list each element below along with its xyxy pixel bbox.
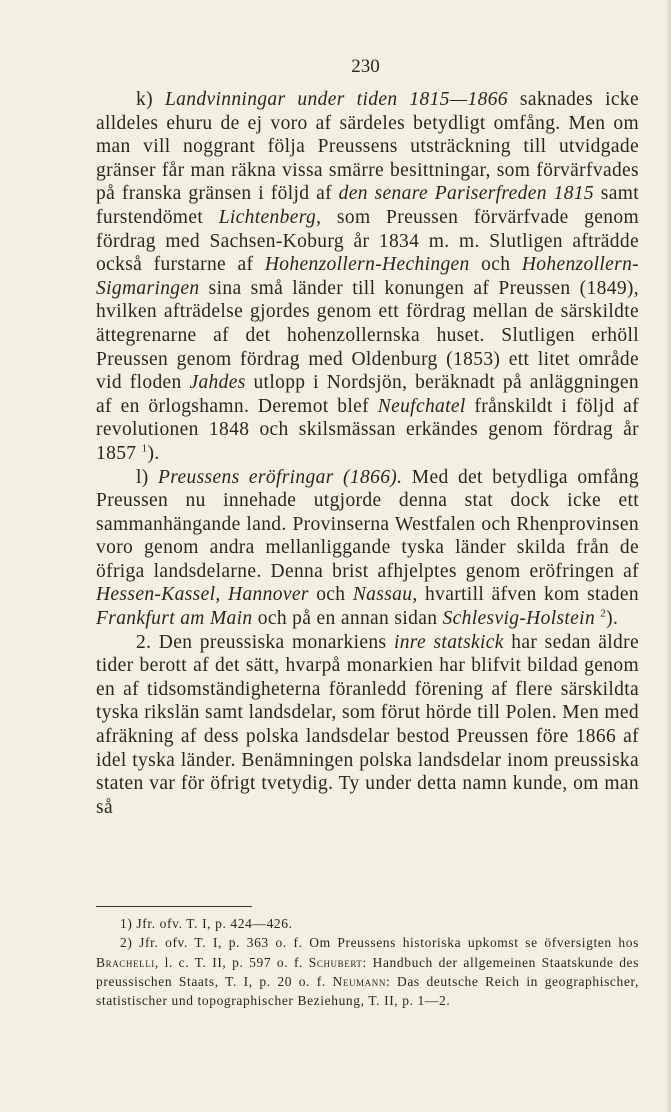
footnote-divider xyxy=(96,906,252,907)
footnotes xyxy=(96,914,639,1010)
footnote-ref-1: 1 xyxy=(141,442,148,455)
paragraph-k: k) Landvinningar under tiden 1815—1866 saknades icke alldeles ehuru de ej voro af särdeles betydligt omfång. Men om man vill noggrant följa Preussens utsträckning till utvidgade gränser får man räkna vissa smärre besittningar, som förvärfvades på franska gränsen i följd af den senare Pariserfreden 1815 samt furstendömet Lichtenberg, som Preussen förvärfvade genom fördrag med Sachsen-Koburg år 1834 m. m. Slutligen afträdde också furstarne af Hohenzollern-Hechingen och Hohenzollern-Sigmaringen sina små länder till konungen af Preussen (1849), hvilken afträdelse gjordes genom ett fördrag mellan de särskildte ättegrenarne af det hohenzollernska huset. Slutligen erhöll Preussen genom fördrag med Oldenburg (1853) ett litet område vid floden Jahdes utlopp i Nordsjön, beräknadt på anläggningen af en örlogshamn. Deremot blef Neufchatel frånskildt i följd af revolutionen 1848 och skilsmässan erkändes genom fördrag år 1857 $^1$). xyxy=(96,89,640,464)
footnote-1: 1) Jfr. ofv. T. I, p. 424—426. xyxy=(120,916,293,931)
footnote-2: 2) Jfr. ofv. T. I, p. 363 o. f. Om Preussens historiska upkomst se öfversigten hos Brachelli, l. c. T. II, p. 597 o. f. Schubert: Handbuch der allgemeinen Staatskunde des preussischen Staats, T. I, p. 20 o. f. Neumann: Das deutsche Reich in geographischer, statistischer und topographischer Beziehung, T. II, p. 1—2. xyxy=(96,935,640,1009)
footnote-ref-2: 2 xyxy=(600,607,607,620)
page-number: 230 xyxy=(351,56,380,77)
paragraph-l: l) Preussens eröfringar (1866). Med det betydliga omfång Preussen nu innehade utgjorde denna stat dock icke ett sammanhängande land. Provinserna Westfalen och Rhenprovinsen voro genom andra mellanliggande tyska länder skilda från de öfriga landsdelarne. Denna brist afhjelptes genom eröfringen af Hessen-Kassel, Hannover och Nassau, hvartill äfven kom staden Frankfurt am Main och på en annan sidan Schlesvig-Holstein $^2$). xyxy=(96,466,640,630)
page-edge xyxy=(665,0,671,1112)
body-text xyxy=(96,88,639,819)
paragraph-2: 2. Den preussiska monarkiens inre statskick har sedan äldre tider berott af det sätt, hvarpå monarkien har blifvit bildad genom en af tidsomständigheterna föranledd förening af flere särskildta tyska rikslän samt landsdelar, som förut hörde till Polen. Men med afräkning af dess polska landsdelar bestod Preussen före 1866 af idel tyska länder. Benämningen polska landsdelar inom preussiska staten var för öfrigt tvetydig. Ty under detta namn kunde, om man så xyxy=(96,631,640,818)
